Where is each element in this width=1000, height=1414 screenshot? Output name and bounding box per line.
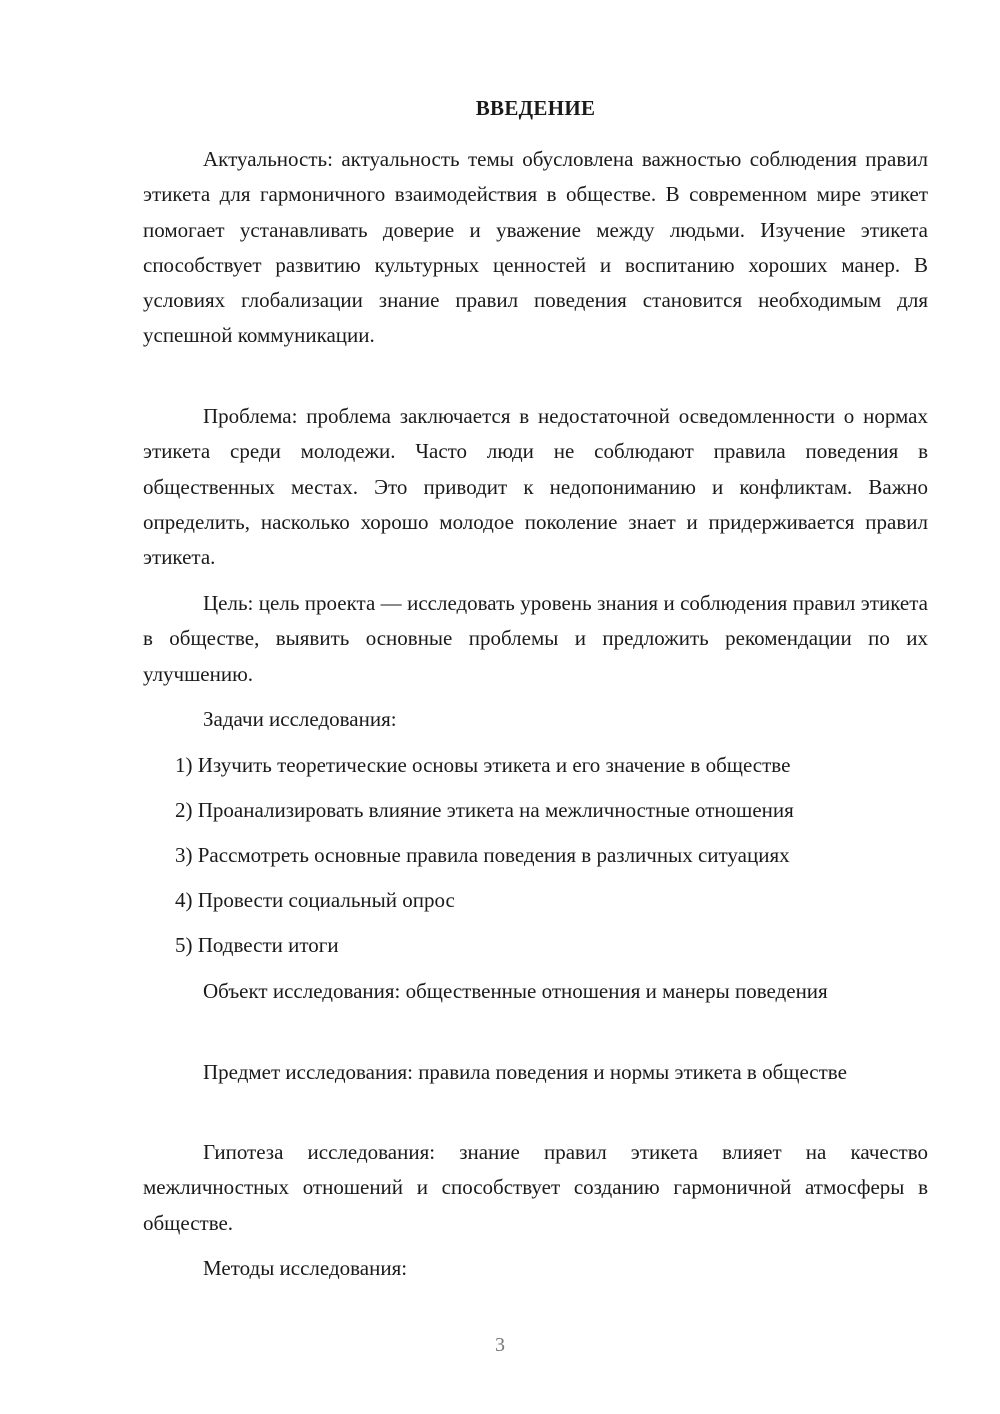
- paragraph-object: Объект исследования: общественные отношения и манеры поведения: [203, 979, 828, 1003]
- paragraph-problem: Проблема: проблема заключается в недостаточной осведомленности о нормах этикета среди молодежи. Часто люди не соблюдают правила поведения в общественных местах. Это приводит к недопониманию и конфликтам. Важно определить, насколько хорошо молодое поколение знает и придерживается правил этикета.: [143, 404, 928, 570]
- paragraph-goal: Цель: цель проекта — исследовать уровень знания и соблюдения правил этикета в обществе, выявить основные проблемы и предложить рекомендации по их улучшению.: [143, 591, 928, 686]
- paragraph-hypothesis: Гипотеза исследования: знание правил этикета влияет на качество межличностных отношений и способствует созданию гармоничной атмосферы в обществе.: [143, 1140, 928, 1235]
- paragraph-subject: Предмет исследования: правила поведения и нормы этикета в обществе: [203, 1060, 847, 1084]
- task-item: 1) Изучить теоретические основы этикета и его значение в обществе: [175, 753, 791, 777]
- task-item: 3) Рассмотреть основные правила поведения в различных ситуациях: [175, 843, 790, 867]
- page-number: 3: [495, 1334, 505, 1356]
- tasks-heading: Задачи исследования:: [203, 707, 397, 731]
- task-item: 2) Проанализировать влияние этикета на межличностные отношения: [175, 798, 794, 822]
- page-title: ВВЕДЕНИЕ: [475, 96, 596, 120]
- methods-heading: Методы исследования:: [203, 1256, 408, 1280]
- task-item: 4) Провести социальный опрос: [175, 888, 455, 912]
- paragraph-relevance: Актуальность: актуальность темы обусловлена важностью соблюдения правил этикета для гармоничного взаимодействия в обществе. В современном мире этикет помогает устанавливать доверие и уважение между людьми. Изучение этикета способствует развитию культурных ценностей и воспитанию хороших манер. В условиях глобализации знание правил поведения становится необходимым для успешной коммуникации.: [143, 147, 928, 348]
- task-item: 5) Подвести итоги: [175, 933, 339, 957]
